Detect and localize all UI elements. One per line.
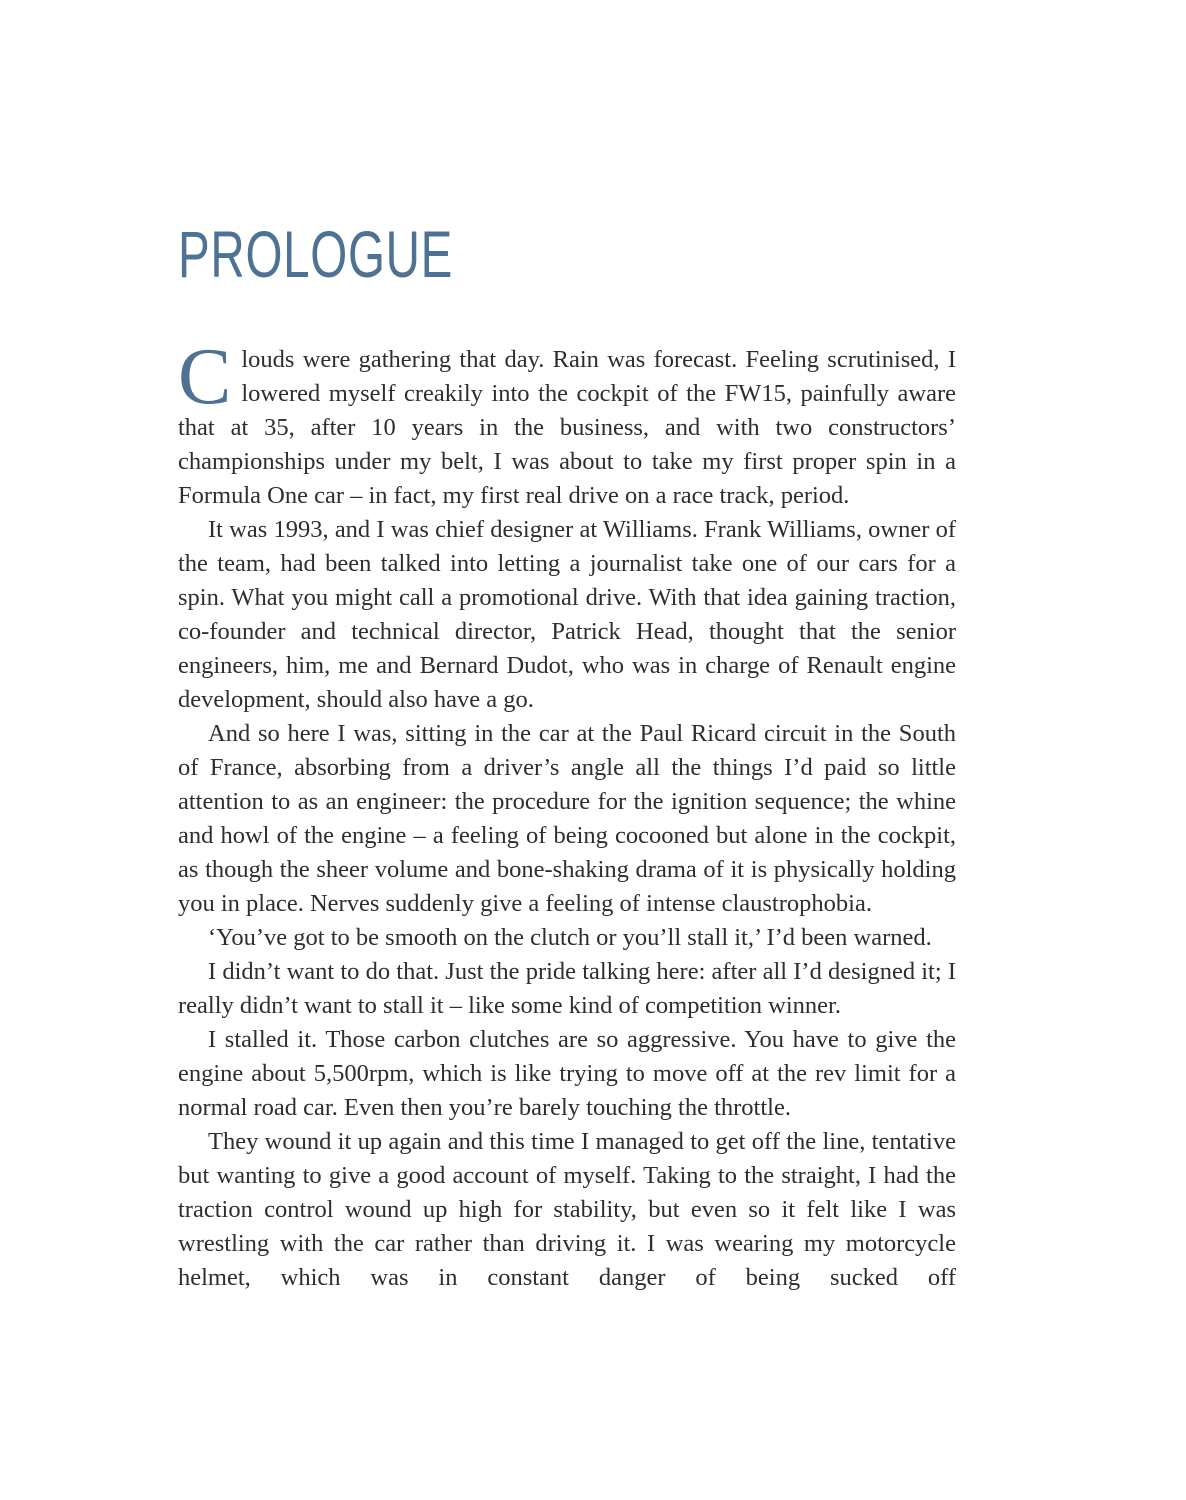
paragraph: It was 1993, and I was chief designer at Williams. Frank Williams, owner of the team, had been talked into letting a journalist take one of our cars for a spin. What you might call a promotional drive. With that idea gaining traction, co-founder and technical director, Patrick Head, thought that the senior engineers, him, me and Bernard Dudot, who was in charge of Renault engine development, should also have a go.: [178, 516, 956, 713]
paragraph: ‘You’ve got to be smooth on the clutch or you’ll stall it,’ I’d been warned.: [208, 924, 932, 951]
paragraph-text: louds were gathering that day. Rain was forecast. Feeling scrutinised, I lowered myself creakily into the cockpit of the FW15, painfully aware that at 35, after 10 years in the business, and with two constructors’ championships under my belt, I was about to take my first proper spin in a Formula One car – in fact, my first real drive on a race track, period.: [178, 346, 956, 509]
paragraph: [178, 333, 956, 513]
paragraph: They wound it up again and this time I managed to get off the line, tentative but wanting to give a good account of myself. Taking to the straight, I had the traction control wound up high for stability, but even so it felt like I was wrestling with the car rather than driving it. I was wearing my motorcycle helmet, which was in constant danger of being sucked off: [178, 1128, 956, 1291]
paragraph: I didn’t want to do that. Just the pride talking here: after all I’d designed it; I really didn’t want to stall it – like some kind of competition winner.: [178, 958, 956, 1019]
page-title: PROLOGUE: [178, 217, 454, 291]
paragraph: I stalled it. Those carbon clutches are so aggressive. You have to give the engine about 5,500rpm, which is like trying to move off at the rev limit for a normal road car. Even then you’re barely touching the throttle.: [178, 1026, 956, 1121]
text-block: [178, 217, 956, 1295]
drop-cap: C: [178, 333, 232, 421]
paragraph: And so here I was, sitting in the car at the Paul Ricard circuit in the South of France, absorbing from a driver’s angle all the things I’d paid so little attention to as an engineer: the procedure for the ignition sequence; the whine and howl of the engine – a feeling of being cocooned but alone in the cockpit, as though the sheer volume and bone-shaking drama of it is physically holding you in place. Nerves suddenly give a feeling of intense claustrophobia.: [178, 720, 956, 917]
